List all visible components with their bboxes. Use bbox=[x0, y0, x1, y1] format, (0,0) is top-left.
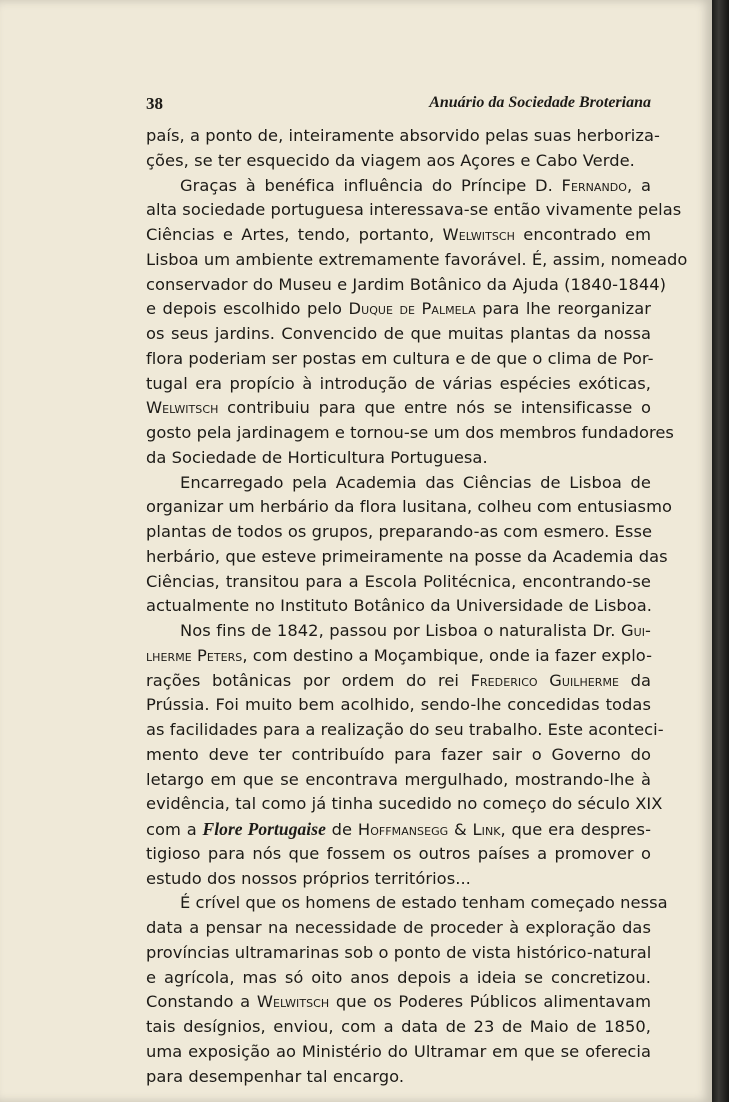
proper-name: Welwitsch bbox=[256, 992, 330, 1012]
text-line bbox=[146, 1015, 651, 1040]
text-segment: , que era despres- bbox=[500, 820, 652, 839]
page-number: 38 bbox=[146, 94, 163, 113]
text-line bbox=[146, 223, 651, 248]
text-segment: É crível que os homens de estado tenham começado nessa bbox=[180, 893, 668, 913]
text-line bbox=[146, 966, 651, 991]
proper-name: Frederico Guilherme bbox=[470, 670, 620, 690]
text-line bbox=[146, 718, 664, 743]
text-segment: estudo dos nossos próprios territórios... bbox=[146, 868, 471, 888]
text-segment: Encarregado pela Academia das Ciências de Lisboa de bbox=[180, 472, 651, 492]
text-line bbox=[146, 891, 668, 916]
text-segment: alta sociedade portuguesa interessava-se então vivamente pelas bbox=[146, 200, 682, 220]
text-line bbox=[146, 1040, 651, 1065]
proper-name: lherme Peters bbox=[146, 645, 243, 665]
text-line bbox=[146, 421, 674, 446]
page-header bbox=[146, 94, 651, 118]
text-line bbox=[146, 322, 651, 347]
proper-name: Fernando bbox=[561, 175, 628, 195]
text-line bbox=[146, 743, 651, 768]
text-segment: que os Poderes Públicos alimentavam bbox=[329, 992, 651, 1012]
text-segment: país, a ponto de, inteiramente absorvido pelas suas herboriza- bbox=[146, 126, 660, 145]
text-line bbox=[146, 372, 651, 397]
text-segment: tigioso para nós que fossem os outros países a promover o bbox=[146, 843, 651, 863]
text-line bbox=[146, 792, 663, 817]
text-line bbox=[146, 842, 651, 867]
text-segment: da Sociedade de Horticultura Portuguesa. bbox=[146, 447, 488, 467]
text-segment: e agrícola, mas só oito anos depois a ideia se concretizou. bbox=[146, 967, 651, 987]
text-segment: para lhe reorganizar bbox=[475, 299, 651, 319]
text-segment: províncias ultramarinas sob o ponto de vista histórico-natural bbox=[146, 942, 652, 962]
text-line bbox=[146, 124, 660, 149]
text-segment: Nos fins de 1842, passou por Lisboa o naturalista Dr. bbox=[180, 621, 621, 640]
text-line bbox=[146, 471, 651, 496]
text-segment: as facilidades para a realização do seu trabalho. Este aconteci- bbox=[146, 720, 664, 739]
text-segment: conservador do Museu e Jardim Botânico da Ajuda (1840-1844) bbox=[146, 274, 667, 294]
text-line bbox=[146, 693, 651, 718]
text-line bbox=[146, 446, 651, 471]
text-segment: Ciências e Artes, tendo, portanto, bbox=[146, 225, 443, 244]
proper-name: Duque de Palmela bbox=[348, 299, 476, 319]
text-segment: plantas de todos os grupos, preparando-as com esmero. Esse bbox=[146, 522, 653, 541]
text-segment: & bbox=[448, 820, 473, 839]
text-segment: Prússia. Foi muito bem acolhido, sendo-lhe concedidas todas bbox=[146, 695, 651, 715]
text-segment: organizar um herbário da flora lusitana, colheu com entusiasmo bbox=[146, 497, 673, 517]
body-text bbox=[146, 124, 688, 1089]
text-segment: os seus jardins. Convencido de que muitas plantas da nossa bbox=[146, 324, 651, 343]
text-line bbox=[146, 248, 688, 273]
text-segment: mento deve ter contribuído para fazer sair o Governo do bbox=[146, 744, 651, 764]
proper-name: Welwitsch bbox=[442, 225, 515, 244]
text-line bbox=[146, 570, 651, 595]
text-segment: ções, se ter esquecido da viagem aos Açores e Cabo Verde. bbox=[146, 150, 635, 170]
text-line bbox=[146, 941, 651, 966]
text-line bbox=[146, 347, 654, 372]
text-line bbox=[146, 396, 651, 421]
text-line bbox=[146, 817, 651, 842]
text-segment: encontrado em bbox=[514, 225, 651, 244]
text-segment: tugal era propício à introdução de várias espécies exóticas, bbox=[146, 373, 651, 393]
text-segment: data a pensar na necessidade de proceder à exploração das bbox=[146, 918, 651, 937]
text-line bbox=[146, 768, 651, 793]
text-line bbox=[146, 619, 651, 644]
text-segment: herbário, que esteve primeiramente na posse da Academia das bbox=[146, 546, 668, 566]
text-line bbox=[146, 297, 651, 322]
text-segment: Graças à benéfica influência do Príncipe D. bbox=[180, 175, 562, 195]
text-segment: actualmente no Instituto Botânico da Universidade de Lisboa. bbox=[146, 596, 653, 616]
text-segment: Constando a bbox=[146, 992, 257, 1012]
text-segment: flora poderiam ser postas em cultura e de que o clima de Por- bbox=[146, 348, 654, 368]
book-binding-edge bbox=[712, 0, 729, 1102]
italic-title: Flore Portugaise bbox=[202, 819, 326, 839]
text-segment: , a bbox=[627, 175, 651, 195]
text-segment: rações botânicas por ordem do rei bbox=[146, 670, 471, 690]
text-line bbox=[146, 174, 651, 199]
text-line bbox=[146, 867, 651, 892]
text-segment: contribuiu para que entre nós se intensificasse o bbox=[218, 398, 651, 418]
proper-name: Hoffmansegg bbox=[357, 820, 449, 839]
text-line bbox=[146, 273, 667, 298]
proper-name: Gui- bbox=[621, 621, 651, 640]
text-line bbox=[146, 495, 673, 520]
text-segment: Ciências, transitou para a Escola Politécnica, encontrando-se bbox=[146, 571, 651, 591]
text-line bbox=[146, 1065, 651, 1090]
text-segment: para desempenhar tal encargo. bbox=[146, 1066, 405, 1086]
text-line bbox=[146, 198, 682, 223]
text-line bbox=[146, 149, 651, 174]
text-segment: da bbox=[619, 670, 652, 690]
running-head: Anuário da Sociedade Broteriana bbox=[429, 94, 651, 111]
text-line bbox=[146, 644, 651, 669]
text-segment: , com destino a Moçambique, onde ia fazer explo- bbox=[242, 645, 653, 665]
text-segment: letargo em que se encontrava mergulhado, mostrando-lhe à bbox=[146, 769, 651, 789]
text-segment: tais desígnios, enviou, com a data de 23 de Maio de 1850, bbox=[146, 1017, 651, 1036]
text-line bbox=[146, 520, 651, 545]
text-segment: e depois escolhido pelo bbox=[146, 299, 349, 319]
text-segment: com a bbox=[146, 820, 203, 839]
text-segment: gosto pela jardinagem e tornou-se um dos membros fundadores bbox=[146, 423, 674, 442]
text-segment: Lisboa um ambiente extremamente favorável. É, assim, nomeado bbox=[146, 249, 688, 269]
text-line bbox=[146, 916, 651, 941]
proper-name: Welwitsch bbox=[146, 398, 219, 418]
text-line bbox=[146, 990, 651, 1015]
text-segment: de bbox=[325, 820, 358, 839]
text-line bbox=[146, 594, 651, 619]
text-line bbox=[146, 669, 651, 694]
text-segment: evidência, tal como já tinha sucedido no começo do século XIX bbox=[146, 794, 663, 814]
text-line bbox=[146, 545, 668, 570]
text-segment: uma exposição ao Ministério do Ultramar em que se oferecia bbox=[146, 1041, 651, 1061]
proper-name: Link bbox=[472, 820, 501, 839]
